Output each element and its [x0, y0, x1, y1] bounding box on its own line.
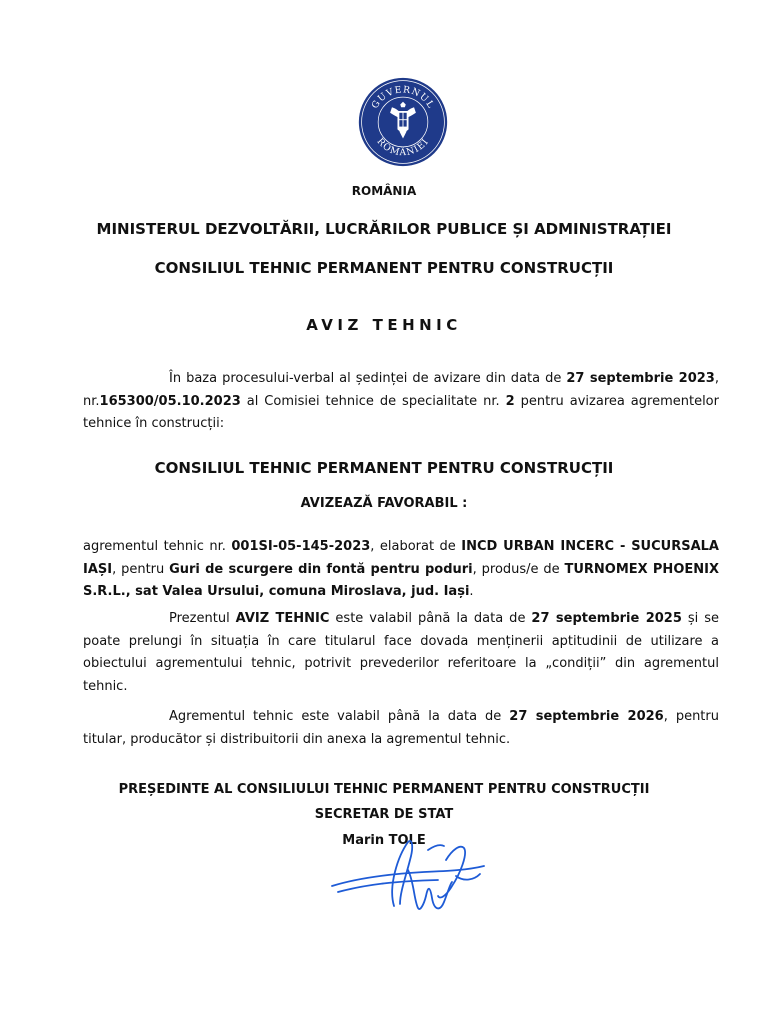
agrement-paragraph [83, 536, 719, 604]
aviz-name: AVIZ TEHNIC [235, 611, 330, 626]
text-run: , produs/e de [472, 561, 565, 577]
text-run: pentru avizarea agrementelor tehnice în construcții: [83, 393, 719, 431]
aviz-validity-paragraph [83, 608, 719, 698]
ministry-heading: MINISTERUL DEZVOLTĂRII, LUCRĂRILOR PUBLICE ȘI ADMINISTRAȚIEI [96, 220, 672, 238]
coat-of-arms-icon [357, 76, 449, 168]
meeting-date: 27 septembrie 2023 [566, 371, 715, 386]
text-run: este valabil până la data de [329, 611, 532, 626]
handwritten-signature [328, 826, 490, 920]
intro-paragraph [83, 368, 719, 436]
text-run: , nr. [83, 371, 719, 409]
text-run: În baza procesului-verbal al ședinței de avizare din data de [169, 371, 567, 386]
council-heading: CONSILIUL TEHNIC PERMANENT PENTRU CONSTRUCȚII [154, 259, 614, 277]
agrement-expiry-date: 27 septembrie 2026 [509, 709, 664, 724]
producer-name: TURNOMEX PHOENIX S.R.L., sat Valea Ursului, comuna Miroslava, jud. Iași [83, 561, 719, 599]
minutes-number: 165300/05.10.2023 [99, 393, 241, 409]
text-run: agrementul tehnic nr. [83, 539, 232, 554]
document-title: AVIZ TEHNIC [306, 316, 462, 334]
signatory-title: PREȘEDINTE AL CONSILIULUI TEHNIC PERMANENT PENTRU CONSTRUCȚII [118, 782, 650, 797]
text-run: Prezentul [169, 611, 236, 626]
text-run: și se poate prelungi în situația în care titularul face dovada menținerii aptitudinii de utilizare a obiectului agrementului tehnic, potrivit prevederilor referitoare la „condiții” din agrementul tehnic. [83, 611, 719, 694]
commission-number: 2 [505, 393, 515, 409]
text-run: , pentru titular, producător și distribuitorii din anexa la agrementul tehnic. [83, 709, 719, 747]
product-name: Guri de scurgere din fontă pentru poduri [169, 561, 473, 577]
text-run: Agrementul tehnic este valabil până la data de [169, 709, 510, 724]
seal-text-bottom: ROMÂNIEI [374, 136, 432, 159]
seal-text-top: GUVERNUL [369, 84, 437, 111]
country-heading: ROMÂNIA [351, 184, 417, 198]
signatory-name: Marin TOLE [342, 833, 426, 848]
agrement-number: 001SI-05-145-2023 [231, 539, 371, 554]
text-run: , pentru [112, 561, 170, 577]
council-heading-repeat: CONSILIUL TEHNIC PERMANENT PENTRU CONSTRUCȚII [154, 459, 614, 477]
elaborator-name: INCD URBAN INCERC - SUCURSALA IAȘI [83, 539, 719, 577]
signatory-rank: SECRETAR DE STAT [314, 807, 454, 822]
decision-heading: AVIZEAZĂ FAVORABIL : [300, 496, 468, 511]
text-run: al Comisiei tehnice de specialitate nr. [240, 393, 506, 409]
aviz-expiry-date: 27 septembrie 2025 [531, 611, 682, 626]
text-run: , elaborat de [370, 539, 462, 554]
text-run: . [469, 584, 474, 599]
agrement-validity-paragraph [83, 706, 719, 751]
